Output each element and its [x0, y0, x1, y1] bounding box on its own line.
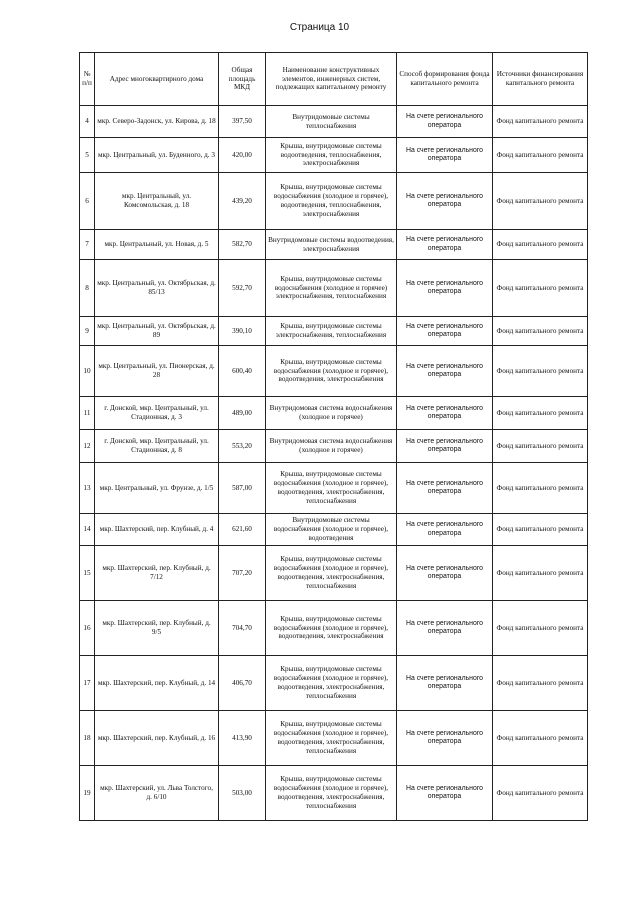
table-row [80, 138, 588, 173]
row-source: Фонд капитального ремонта [493, 766, 588, 821]
row-method: На счете регионального оператора [397, 514, 493, 546]
row-elements: Крыша, внутридомовые системы водоснабжения (холодное и горячее), водоотведения, электроснабжения, теплоснабжения [266, 766, 397, 821]
header-area: Общая площадь МКД [219, 53, 266, 106]
row-source: Фонд капитального ремонта [493, 546, 588, 601]
row-method: На счете регионального оператора [397, 463, 493, 514]
row-address: г. Донской, мкр. Центральный, ул. Стадионная, д. 8 [95, 430, 219, 463]
page-number-header: Страница 10 [289, 22, 350, 33]
row-source: Фонд капитального ремонта [493, 430, 588, 463]
table-row [80, 514, 588, 546]
header-source: Источники финансирования капитального ремонта [493, 53, 588, 106]
table-row [80, 463, 588, 514]
row-address: мкр. Шахтерский, ул. Льва Толстого, д. 6/10 [95, 766, 219, 821]
row-number: 17 [80, 656, 95, 711]
row-method: На счете регионального оператора [397, 656, 493, 711]
table-row [80, 430, 588, 463]
row-address: мкр. Северо-Задонск, ул. Кирова, д. 18 [95, 106, 219, 138]
row-area: 420,00 [219, 138, 266, 173]
table-row [80, 711, 588, 766]
row-address: мкр. Шахтерский, пер. Клубный, д. 16 [95, 711, 219, 766]
row-elements: Крыша, внутридомовые системы водоснабжения (холодное и горячее) электроснабжения, теплоснабжения [266, 260, 397, 317]
row-area: 553,20 [219, 430, 266, 463]
row-area: 592,70 [219, 260, 266, 317]
row-area: 397,50 [219, 106, 266, 138]
row-source: Фонд капитального ремонта [493, 397, 588, 430]
row-method: На счете регионального оператора [397, 711, 493, 766]
row-elements: Внутридомовые системы водоотведения, электроснабжения [266, 230, 397, 260]
row-source: Фонд капитального ремонта [493, 173, 588, 230]
table-row [80, 601, 588, 656]
header-method: Способ формирования фонда капитального ремонта [397, 53, 493, 106]
row-area: 600,40 [219, 346, 266, 397]
row-elements: Крыша, внутридомовые системы водоснабжения (холодное и горячее), водоотведения, теплоснабжения, электроснабжения [266, 173, 397, 230]
row-source: Фонд капитального ремонта [493, 656, 588, 711]
row-source: Фонд капитального ремонта [493, 260, 588, 317]
row-area: 587,00 [219, 463, 266, 514]
row-elements: Крыша, внутридомовые системы водоснабжения (холодное и горячее), водоотведения, электроснабжения, теплоснабжения [266, 711, 397, 766]
row-elements: Крыша, внутридомовые системы водоотведения, теплоснабжения, электроснабжения [266, 138, 397, 173]
row-source: Фонд капитального ремонта [493, 317, 588, 346]
row-method: На счете регионального оператора [397, 230, 493, 260]
row-source: Фонд капитального ремонта [493, 601, 588, 656]
row-elements: Крыша, внутридомовые системы водоснабжения (холодное и горячее), водоотведения, электроснабжения [266, 601, 397, 656]
row-elements: Внутридомовые системы теплоснабжения [266, 106, 397, 138]
row-address: мкр. Шахтерский, пер. Клубный, д. 9/5 [95, 601, 219, 656]
row-number: 7 [80, 230, 95, 260]
row-elements: Крыша, внутридомовые системы водоснабжения (холодное и горячее), водоотведения, электроснабжения, теплоснабжения [266, 656, 397, 711]
header-elements: Наименование конструктивных элементов, инженерных систем, подлежащих капитальному ремонту [266, 53, 397, 106]
row-area: 503,00 [219, 766, 266, 821]
row-area: 707,20 [219, 546, 266, 601]
row-number: 18 [80, 711, 95, 766]
row-area: 406,70 [219, 656, 266, 711]
row-elements: Крыша, внутридомовые системы электроснабжения, теплоснабжения [266, 317, 397, 346]
row-source: Фонд капитального ремонта [493, 514, 588, 546]
row-address: мкр. Шахтерский, пер. Клубный, д. 4 [95, 514, 219, 546]
row-address: мкр. Центральный, ул. Октябрьская, д. 85/13 [95, 260, 219, 317]
row-source: Фонд капитального ремонта [493, 711, 588, 766]
row-number: 19 [80, 766, 95, 821]
row-number: 6 [80, 173, 95, 230]
row-number: 12 [80, 430, 95, 463]
table-row [80, 346, 588, 397]
row-method: На счете регионального оператора [397, 766, 493, 821]
repair-program-table [79, 52, 588, 821]
table-row [80, 230, 588, 260]
header-address: Адрес многоквартирного дома [95, 53, 219, 106]
row-address: мкр. Центральный, ул. Новая, д. 5 [95, 230, 219, 260]
row-address: мкр. Центральный, ул. Буденного, д. 3 [95, 138, 219, 173]
row-elements: Внутридомовая система водоснабжения (холодное и горячее) [266, 430, 397, 463]
row-number: 10 [80, 346, 95, 397]
row-method: На счете регионального оператора [397, 397, 493, 430]
row-number: 15 [80, 546, 95, 601]
table-row [80, 397, 588, 430]
row-area: 390,10 [219, 317, 266, 346]
row-method: На счете регионального оператора [397, 317, 493, 346]
row-source: Фонд капитального ремонта [493, 463, 588, 514]
row-method: На счете регионального оператора [397, 138, 493, 173]
row-area: 413,90 [219, 711, 266, 766]
row-source: Фонд капитального ремонта [493, 346, 588, 397]
table-row [80, 106, 588, 138]
row-address: мкр. Центральный, ул. Комсомольская, д. 18 [95, 173, 219, 230]
row-elements: Крыша, внутридомовые системы водоснабжения (холодное и горячее), водоотведения, электроснабжения, теплоснабжения [266, 546, 397, 601]
row-source: Фонд капитального ремонта [493, 106, 588, 138]
row-elements: Внутридомовая система водоснабжения (холодное и горячее) [266, 397, 397, 430]
row-address: г. Донской, мкр. Центральный, ул. Стадионная, д. 3 [95, 397, 219, 430]
row-number: 11 [80, 397, 95, 430]
row-address: мкр. Центральный, ул. Пионерская, д. 28 [95, 346, 219, 397]
row-number: 9 [80, 317, 95, 346]
row-address: мкр. Шахтерский, пер. Клубный, д. 14 [95, 656, 219, 711]
table-row [80, 656, 588, 711]
row-number: 16 [80, 601, 95, 656]
row-number: 4 [80, 106, 95, 138]
row-method: На счете регионального оператора [397, 346, 493, 397]
row-source: Фонд капитального ремонта [493, 230, 588, 260]
table-row [80, 317, 588, 346]
table-header-row [80, 53, 588, 106]
row-area: 439,20 [219, 173, 266, 230]
row-method: На счете регионального оператора [397, 546, 493, 601]
row-area: 704,70 [219, 601, 266, 656]
row-number: 8 [80, 260, 95, 317]
header-number: № п/п [80, 53, 95, 106]
row-method: На счете регионального оператора [397, 173, 493, 230]
table-row [80, 546, 588, 601]
row-address: мкр. Центральный, ул. Фрунзе, д. 1/5 [95, 463, 219, 514]
row-number: 13 [80, 463, 95, 514]
row-number: 14 [80, 514, 95, 546]
row-area: 582,70 [219, 230, 266, 260]
row-area: 621,60 [219, 514, 266, 546]
table-row [80, 173, 588, 230]
row-elements: Крыша, внутридомовые системы водоснабжения (холодное и горячее), водоотведения, электроснабжения, теплоснабжения [266, 463, 397, 514]
row-method: На счете регионального оператора [397, 430, 493, 463]
row-address: мкр. Центральный, ул. Октябрьская, д. 89 [95, 317, 219, 346]
row-elements: Крыша, внутридомовые системы водоснабжения (холодное и горячее), водоотведения, электроснабжения [266, 346, 397, 397]
row-source: Фонд капитального ремонта [493, 138, 588, 173]
row-method: На счете регионального оператора [397, 106, 493, 138]
row-address: мкр. Шахтерский, пер. Клубный, д. 7/12 [95, 546, 219, 601]
table-row [80, 766, 588, 821]
row-area: 489,00 [219, 397, 266, 430]
row-method: На счете регионального оператора [397, 601, 493, 656]
table-body [80, 106, 588, 821]
row-method: На счете регионального оператора [397, 260, 493, 317]
row-number: 5 [80, 138, 95, 173]
table-row [80, 260, 588, 317]
row-elements: Внутридомовые системы водоснабжения (холодное и горячее), водоотведения [266, 514, 397, 546]
